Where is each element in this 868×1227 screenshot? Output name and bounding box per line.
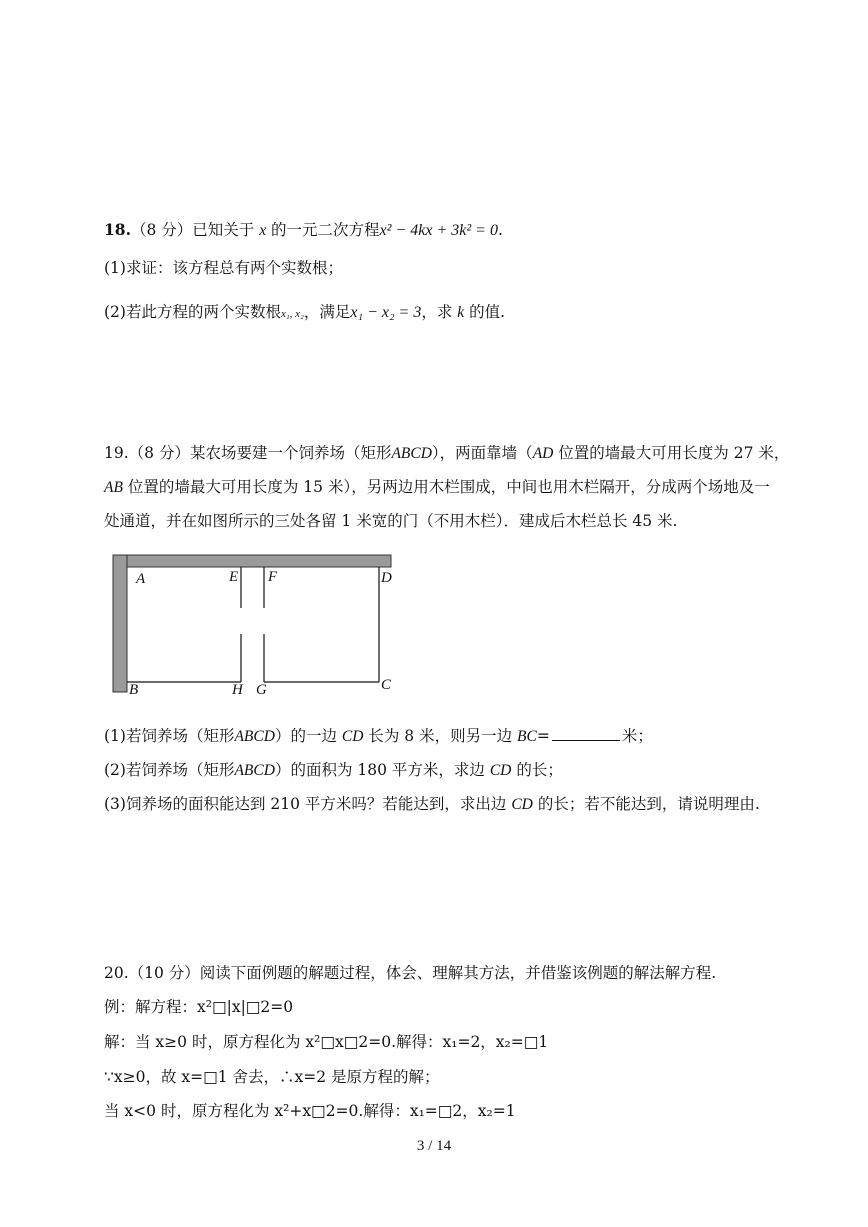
farm-diagram xyxy=(100,548,410,704)
label-D: D xyxy=(381,570,392,586)
wall-top xyxy=(113,555,391,567)
q18-title: 18.（8 分）已知关于 x 的一元二次方程x² − 4kx + 3k² = 0. xyxy=(104,220,503,239)
q20-line4: ∵x≥0，故 x=□1 舍去，∴x=2 是原方程的解； xyxy=(104,1068,440,1086)
q20-line1: 20.（10 分）阅读下面例题的解题过程，体会、理解其方法，并借鉴该例题的解法解方程. xyxy=(104,964,717,982)
fences xyxy=(127,567,379,682)
q18-equation: x² − 4kx + 3k² = 0 xyxy=(379,222,498,239)
label-H: H xyxy=(232,682,243,698)
q20-line5: 当 x<0 时，原方程化为 x²+x□2=0.解得：x₁=□2，x₂=1 xyxy=(104,1102,516,1120)
q18-part2: (2)若此方程的两个实数根x₁, x₂，满足x₁ − x₂ = 3，求 k 的值. xyxy=(104,303,506,321)
label-A: A xyxy=(136,571,146,587)
q20-line3: 解：当 x≥0 时，原方程化为 x²□x□2=0.解得：x₁=2，x₂=□1 xyxy=(104,1033,549,1051)
label-E: E xyxy=(229,569,239,585)
answer-blank xyxy=(552,726,620,741)
q18-part1: (1)求证：该方程总有两个实数根； xyxy=(104,259,343,277)
q19-line2: AB 位置的墙最大可用长度为 15 米），另两边用木栏围成，中间也用木栏隔开，分成两个场地及一 xyxy=(104,478,770,496)
page-number: 3 / 14 xyxy=(416,1138,452,1154)
q19-sub2: (2)若饲养场（矩形ABCD）的面积为 180 平方米，求边 CD 的长； xyxy=(104,761,563,779)
label-C: C xyxy=(381,677,392,693)
q20-line2: 例：解方程：x²□|x|□2=0 xyxy=(104,998,294,1016)
q19-line1: 19.（8 分）某农场要建一个饲养场（矩形ABCD），两面靠墙（AD 位置的墙最大可用长度为 27 米， xyxy=(104,444,790,462)
label-G: G xyxy=(256,682,267,698)
q18-roots: x₁, x₂ xyxy=(280,308,304,320)
q18-condition: x₁ − x₂ = 3 xyxy=(350,304,422,321)
wall-left xyxy=(113,555,127,692)
q19-sub1: (1)若饲养场（矩形ABCD）的一边 CD 长为 8 米，则另一边 BC= 米； xyxy=(104,727,653,745)
q19-line3: 处通道，并在如图所示的三处各留 1 米宽的门（不用木栏）．建成后木栏总长 45 米. xyxy=(104,512,678,530)
label-F: F xyxy=(268,569,278,585)
q18-number: 18. xyxy=(104,220,131,239)
label-B: B xyxy=(129,682,139,698)
q19-sub3: (3)饲养场的面积能达到 210 平方米吗？若能达到，求出边 CD 的长；若不能达到，请说明理由. xyxy=(104,795,760,813)
